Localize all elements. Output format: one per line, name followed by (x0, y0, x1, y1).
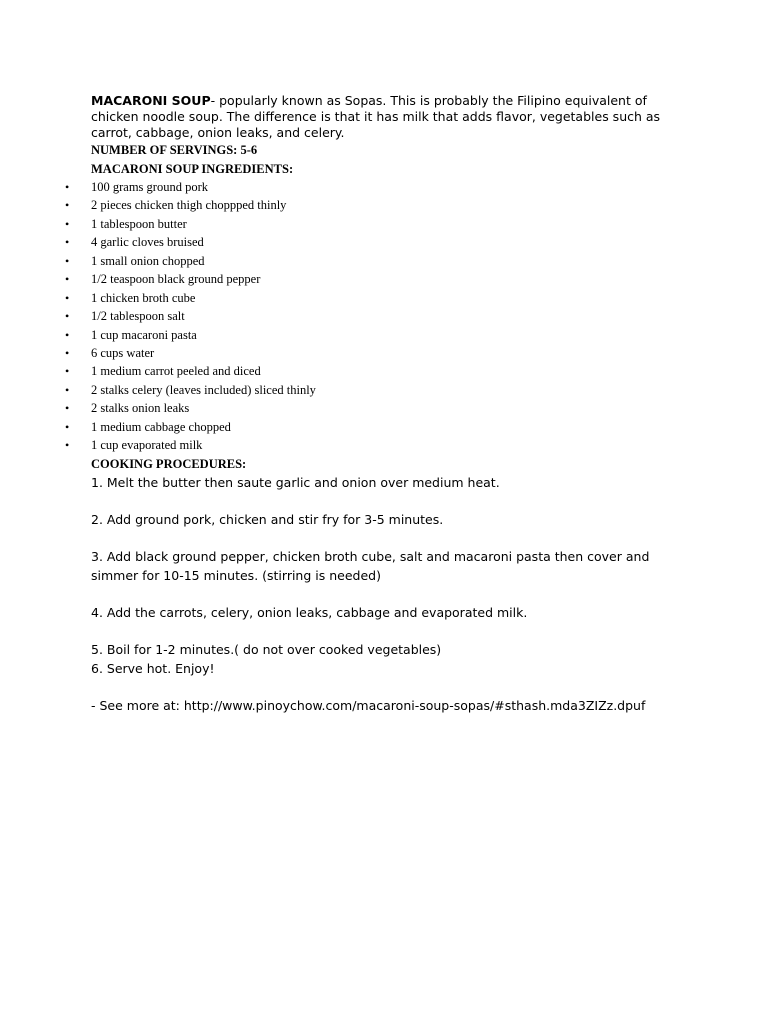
procedures-heading: COOKING PROCEDURES: (91, 456, 247, 471)
ingredient-text: 1/2 tablespoon salt (91, 309, 185, 324)
intro-text: - popularly known as Sopas. This is probably the Filipino equivalent of chicken noodle soup. The difference is that it has milk that adds flavor, vegetables such as carrot, cabbage, onion leaks, and celery. (91, 93, 661, 140)
bullet-icon: • (65, 253, 70, 268)
bullet-icon: • (65, 438, 70, 453)
procedure-step: 4. Add the carrots, celery, onion leaks, cabbage and evaporated milk. (91, 605, 528, 621)
list-item (65, 418, 681, 436)
list-item (65, 215, 681, 233)
ingredient-text: 1 small onion chopped (91, 253, 205, 268)
bullet-icon: • (65, 327, 70, 342)
procedure-steps (91, 473, 681, 715)
bullet-icon: • (65, 235, 70, 250)
ingredient-text: 2 stalks onion leaks (91, 401, 190, 416)
ingredient-text: 100 grams ground pork (91, 180, 208, 194)
list-item (65, 196, 681, 214)
bullet-icon: • (65, 419, 70, 434)
bullet-icon: • (65, 180, 70, 194)
list-item (65, 289, 681, 307)
bullet-icon: • (65, 364, 70, 379)
bullet-icon: • (65, 216, 70, 231)
ingredients-list (65, 178, 681, 455)
list-item (65, 178, 681, 196)
bullet-icon: • (65, 198, 70, 213)
ingredient-text: 1 medium carrot peeled and diced (91, 364, 261, 379)
list-item (65, 270, 681, 288)
ingredient-text: 2 pieces chicken thigh choppped thinly (91, 198, 287, 213)
procedure-step: 6. Serve hot. Enjoy! (91, 661, 215, 677)
intro-paragraph (91, 93, 681, 141)
list-item (65, 362, 681, 380)
procedure-step: 2. Add ground pork, chicken and stir fry for 3-5 minutes. (91, 512, 444, 528)
ingredient-text: 2 stalks celery (leaves included) sliced thinly (91, 382, 316, 397)
list-item (65, 233, 681, 251)
ingredient-text: 1 cup evaporated milk (91, 438, 203, 453)
list-item (65, 252, 681, 270)
list-item (65, 436, 681, 454)
list-item (65, 307, 681, 325)
ingredient-text: 4 garlic cloves bruised (91, 235, 204, 250)
ingredient-text: 6 cups water (91, 345, 155, 360)
ingredient-text: 1/2 teaspoon black ground pepper (91, 272, 261, 287)
bullet-icon: • (65, 309, 70, 324)
procedure-step: 1. Melt the butter then saute garlic and onion over medium heat. (91, 475, 500, 491)
servings-heading: NUMBER OF SERVINGS: 5-6 (91, 143, 258, 157)
procedure-step: 3. Add black ground pepper, chicken broth cube, salt and macaroni pasta then cover and simmer for 10-15 minutes. (stirring is needed) (91, 549, 650, 584)
bullet-icon: • (65, 401, 70, 416)
list-item (65, 381, 681, 399)
recipe-title: MACARONI SOUP (91, 93, 211, 108)
bullet-icon: • (65, 382, 70, 397)
list-item (65, 326, 681, 344)
ingredient-text: 1 cup macaroni pasta (91, 327, 197, 342)
ingredient-text: 1 tablespoon butter (91, 216, 187, 231)
procedure-step: 5. Boil for 1-2 minutes.( do not over cooked vegetables) (91, 642, 442, 658)
ingredient-text: 1 medium cabbage chopped (91, 419, 231, 434)
list-item (65, 399, 681, 417)
bullet-icon: • (65, 272, 70, 287)
ingredients-heading: MACARONI SOUP INGREDIENTS: (91, 161, 294, 176)
list-item (65, 344, 681, 362)
document-page (65, 93, 681, 715)
source-link[interactable]: - See more at: http://www.pinoychow.com/macaroni-soup-sopas/#sthash.mda3ZIZz.dpuf (91, 698, 646, 714)
ingredient-text: 1 chicken broth cube (91, 290, 196, 305)
bullet-icon: • (65, 290, 70, 305)
bullet-icon: • (65, 345, 70, 360)
